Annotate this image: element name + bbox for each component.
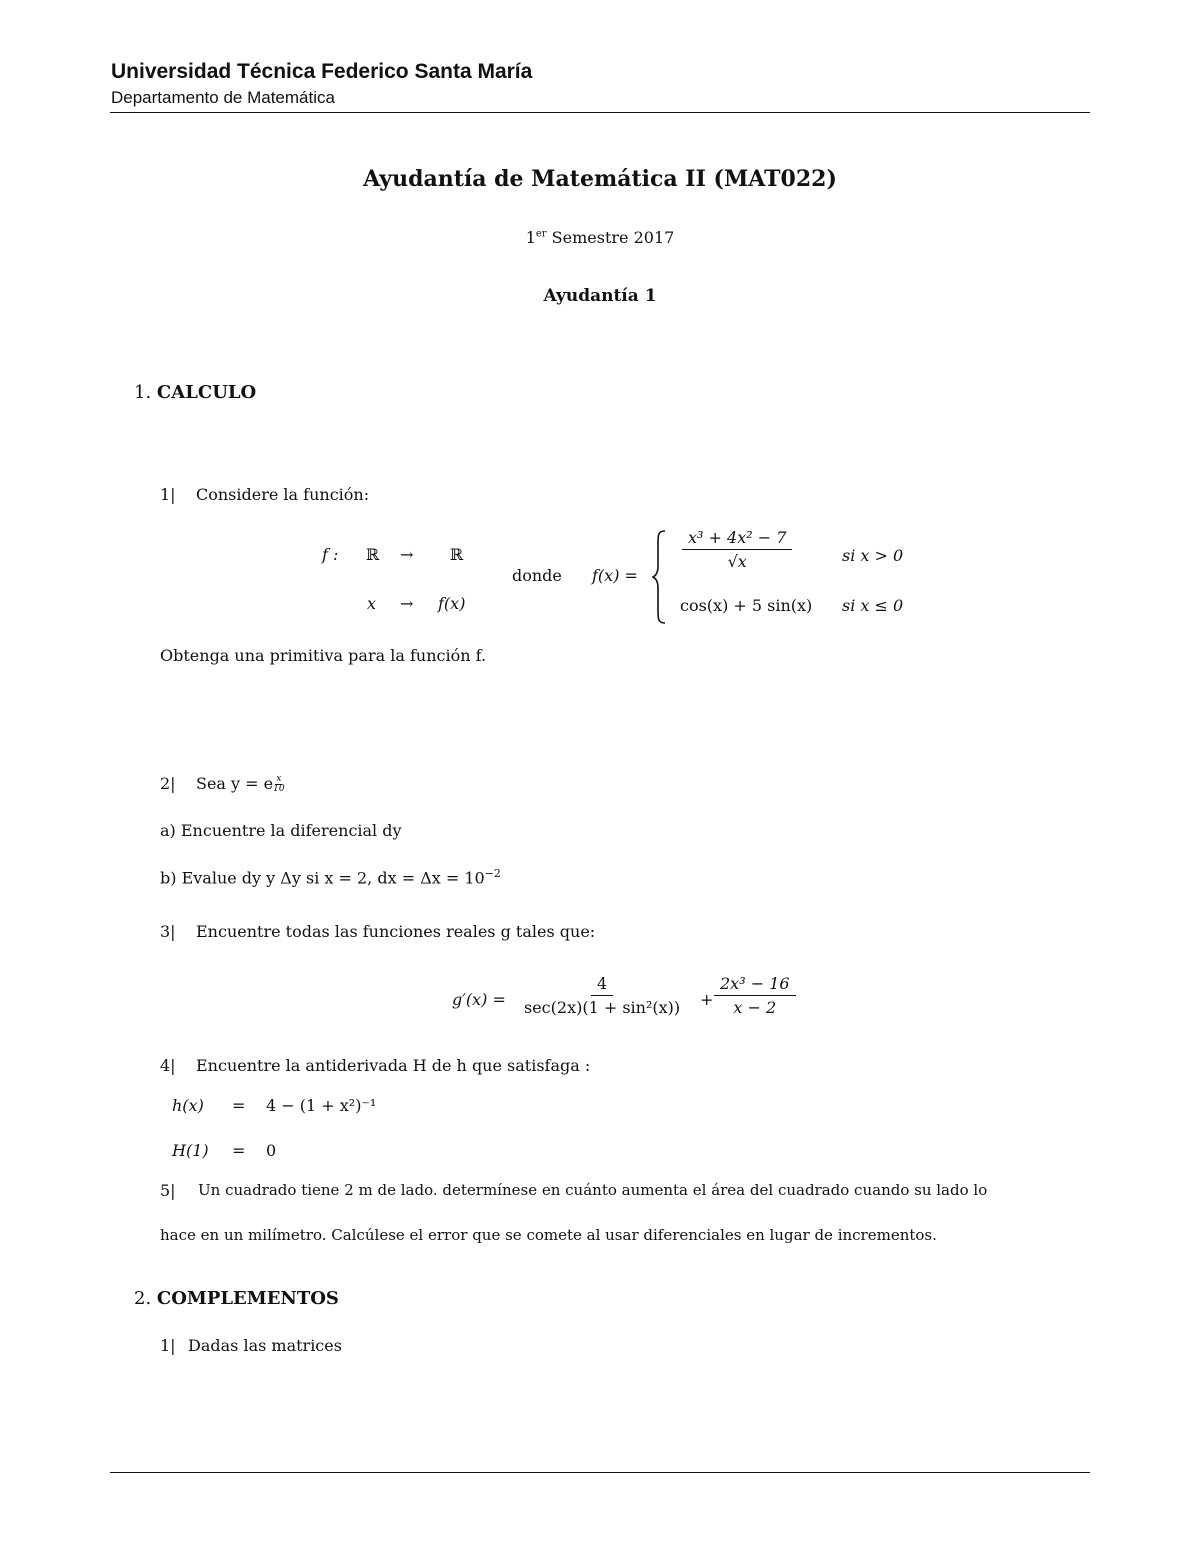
problem-2-part-b [160,867,501,887]
fraction-2-numerator: 2x³ − 16 [714,974,796,996]
section-2-number: 2. [134,1288,152,1309]
problem-1-intro: Considere la función: [196,485,370,504]
university-name: Universidad Técnica Federico Santa María [111,60,533,83]
row-1-equals: = [232,1096,246,1115]
section-1-number: 1. [134,382,152,403]
section-1-heading [134,382,256,403]
problem-2-intro [196,774,285,794]
row-2-lhs: H(1) [172,1141,209,1160]
row-1-lhs: h(x) [172,1096,204,1115]
exponent-denominator: 10 [273,784,285,794]
map-f-label: f : [322,545,339,564]
section-2-title: COMPLEMENTOS [156,1288,339,1309]
department-name: Departamento de Matemática [111,88,335,107]
donde-word: donde [512,566,562,585]
map-fx: f(x) [438,594,466,613]
row-1-rhs: 4 − (1 + x²)⁻¹ [266,1096,377,1115]
left-brace-icon [652,530,666,624]
footer-rule [110,1472,1090,1473]
header-rule [110,112,1090,113]
section-2-heading [134,1288,339,1309]
fraction-1-denominator: sec(2x)(1 + sin²(x)) [524,998,681,1017]
case-1-numerator: x³ + 4x² − 7 [682,528,792,550]
case-1-denominator: √x [727,552,747,571]
g-prime-fraction-2 [714,974,796,1017]
map-x: x [367,594,377,613]
map-domain: ℝ [366,545,380,564]
fx-equals: f(x) = [592,566,638,585]
case-2-condition: si x ≤ 0 [842,596,904,615]
problem-5-label: 5| [160,1181,176,1200]
document-title: Ayudantía de Matemática II (MAT022) [363,166,837,192]
section-1-title: CALCULO [156,382,257,403]
problem-1-question: Obtenga una primitiva para la función f. [160,646,487,665]
g-prime-fraction-1 [518,974,686,1017]
problem-1-label: 1| [160,485,176,504]
case-1-fraction [682,528,792,571]
semester-line [0,228,1200,247]
problem-2-part-a: a) Encuentre la diferencial dy [160,821,402,840]
problem-3-intro: Encuentre todas las funciones reales g tales que: [196,922,596,941]
problem-4-intro: Encuentre la antiderivada H de h que satisfaga : [196,1056,591,1075]
semester-suffix: er [535,228,547,240]
section-2-problem-1-label: 1| [160,1336,176,1355]
g-prime-lhs: g′(x) = [452,990,506,1009]
fraction-2-denominator: x − 2 [733,998,777,1017]
case-1-condition: si x > 0 [842,546,904,565]
problem-5-line-2: hace en un milímetro. Calcúlese el error que se comete al usar diferenciales en lugar de incrementos. [160,1226,937,1244]
section-2-problem-1-intro: Dadas las matrices [188,1336,342,1355]
exponent-numerator: x [276,774,282,784]
problem-3-label: 3| [160,922,176,941]
document-subtitle: Ayudantía 1 [543,286,657,306]
map-arrow-1: → [400,545,414,564]
problem-4-label: 4| [160,1056,176,1075]
semester-text: Semestre 2017 [546,228,675,247]
row-2-equals: = [232,1141,246,1160]
problem-2-intro-text: Sea y = e [196,774,274,793]
problem-2-part-b-text: b) Evalue dy y Δy si x = 2, dx = Δx = 10 [160,868,485,888]
fraction-1-numerator: 4 [591,974,613,996]
semester-ordinal: 1 [525,228,536,247]
problem-2-part-b-exponent: −2 [484,867,501,880]
map-codomain: ℝ [450,545,464,564]
case-2-expression: cos(x) + 5 sin(x) [680,596,813,615]
map-arrow-2: → [400,594,414,613]
row-2-rhs: 0 [266,1141,277,1160]
exponent-fraction [273,775,284,794]
problem-2-label: 2| [160,774,176,793]
plus-sign: + [700,990,714,1009]
problem-5-line-1: Un cuadrado tiene 2 m de lado. determínese en cuánto aumenta el área del cuadrado cuando su lado lo [198,1181,988,1199]
